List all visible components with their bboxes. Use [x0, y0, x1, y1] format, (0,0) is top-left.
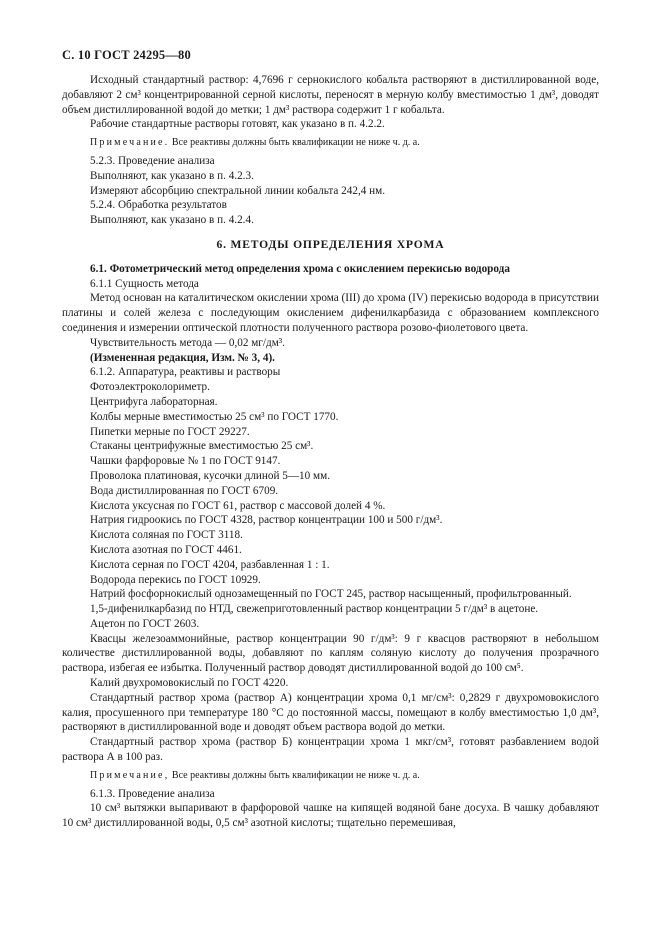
- paragraph: Выполняют, как указано в п. 4.2.3.: [90, 169, 254, 182]
- section-title: 6. МЕТОДЫ ОПРЕДЕЛЕНИЯ ХРОМА: [216, 237, 445, 251]
- list-item: Натрий фосфорнокислый однозамещенный по ГОСТ 245, раствор насыщенный, профильтрованный.: [90, 588, 572, 601]
- list-item: Кислота соляная по ГОСТ 3118.: [90, 529, 243, 542]
- note-text: Все реактивы должны быть квалификации не ниже ч. д. а.: [169, 137, 420, 149]
- paragraph: Метод основан на каталитическом окислении хрома (III) до хрома (IV) перекисью водорода в присутствии платины и солей железа с последующим окислением дифенилкарбазида с образованием комплексного соединения и измерении оптической плотности полученного раствора розово-фиолетового цвета.: [62, 292, 599, 334]
- list-item: Ацетон по ГОСТ 2603.: [90, 617, 200, 630]
- list-item: Стандартный раствор хрома (раствор А) концентрации хрома 0,1 мг/см³: 0,2829 г двухромовокислого калия, просушенного при температуре 180 °С до постоянной массы, помещают в колбу вместимостью 1,0 дм³, растворяют в дистиллированной воде и доводят объем раствора водой до метки.: [62, 691, 599, 734]
- list-item: Стандартный раствор хрома (раствор Б) концентрации хрома 1 мкг/см³, готовят разбавлением водой раствора А в 100 раз.: [62, 736, 599, 764]
- list-item: Кислота азотная по ГОСТ 4461.: [90, 543, 242, 556]
- note-label: Примечание.: [90, 137, 170, 149]
- list-item: Квасцы железоаммонийные, раствор концентрации 90 г/дм³: 9 г квасцов растворяют в небольшом количестве дистиллированной воды, добавляют по каплям соляную кислоту до получения прозрачного раствора, избегая ее избытка. Полученный раствор доводят дистиллированной водой до 100 см⁵.: [62, 632, 599, 675]
- list-item: Кислота уксусная по ГОСТ 61, раствор с массовой долей 4 %.: [90, 499, 386, 512]
- paragraph: Измеряют абсорбцию спектральной линии кобальта 242,4 нм.: [90, 184, 386, 197]
- subsection-heading: 6.1.3. Проведение анализа: [90, 787, 215, 800]
- list-item: 1,5-дифенилкарбазид по НТД, свежеприготовленный раствор концентрации 5 г/дм³ в ацетоне.: [90, 603, 539, 616]
- page-header: С. 10 ГОСТ 24295—80: [62, 48, 191, 62]
- note-label: Примечание,: [90, 769, 170, 781]
- note: [62, 136, 599, 151]
- paragraph: 10 см³ вытяжки выпаривают в фарфоровой чашке на кипящей водяной бане досуха. В чашку добавляют 10 см³ дистиллированной воды, 0,5 см³ азотной кислоты; тщательно перемешивая,: [62, 802, 599, 830]
- subsection-heading: 6.1.1 Сущность метода: [90, 277, 199, 290]
- list-item: Колбы мерные вместимостью 25 см³ по ГОСТ 1770.: [90, 410, 339, 423]
- list-item: Центрифуга лабораторная.: [90, 395, 218, 408]
- list-item: Пипетки мерные по ГОСТ 29227.: [90, 425, 250, 438]
- paragraph: Чувствительность метода — 0,02 мг/дм³.: [90, 336, 285, 349]
- note: [62, 769, 599, 784]
- subsection-heading: 6.1. Фотометрический метод определения хрома с окислением перекисью водорода: [90, 262, 510, 275]
- list-item: Кислота серная по ГОСТ 4204, разбавленная 1 : 1.: [90, 558, 330, 571]
- paragraph: Исходный стандартный раствор: 4,7696 г сернокислого кобальта растворяют в дистиллированной воде, добавляют 2 см³ концентрированной серной кислоты, переносят в мерную колбу вместимостью 1 дм³, доводят объем дистиллированной водой до метки; 1 дм³ раствора содержит 1 г кобальта.: [62, 74, 599, 116]
- document-body: [62, 73, 599, 831]
- list-item: Фотоэлектроколориметр.: [90, 381, 210, 394]
- list-item: Калий двухромовокислый по ГОСТ 4220.: [90, 677, 289, 690]
- subsection-heading: 5.2.3. Проведение анализа: [90, 154, 215, 167]
- list-item: Водорода перекись по ГОСТ 10929.: [90, 573, 261, 586]
- revision-note: (Измененная редакция, Изм. № 3, 4).: [90, 351, 275, 364]
- list-item: Натрия гидроокись по ГОСТ 4328, раствор концентрации 100 и 500 г/дм³.: [90, 514, 443, 527]
- list-item: Чашки фарфоровые № 1 по ГОСТ 9147.: [90, 455, 281, 468]
- list-item: Проволока платиновая, кусочки длиной 5—10 мм.: [90, 469, 330, 482]
- list-item: Вода дистиллированная по ГОСТ 6709.: [90, 484, 279, 497]
- paragraph: Выполняют, как указано в п. 4.2.4.: [90, 214, 254, 227]
- list-item: Стаканы центрифужные вместимостью 25 см³.: [90, 440, 314, 453]
- paragraph: Рабочие стандартные растворы готовят, как указано в п. 4.2.2.: [90, 118, 385, 131]
- subsection-heading: 5.2.4. Обработка результатов: [90, 199, 227, 212]
- note-text: Все реактивы должны быть квалификации не ниже ч. д. а.: [169, 769, 420, 781]
- subsection-heading: 6.1.2. Аппаратура, реактивы и растворы: [90, 366, 281, 379]
